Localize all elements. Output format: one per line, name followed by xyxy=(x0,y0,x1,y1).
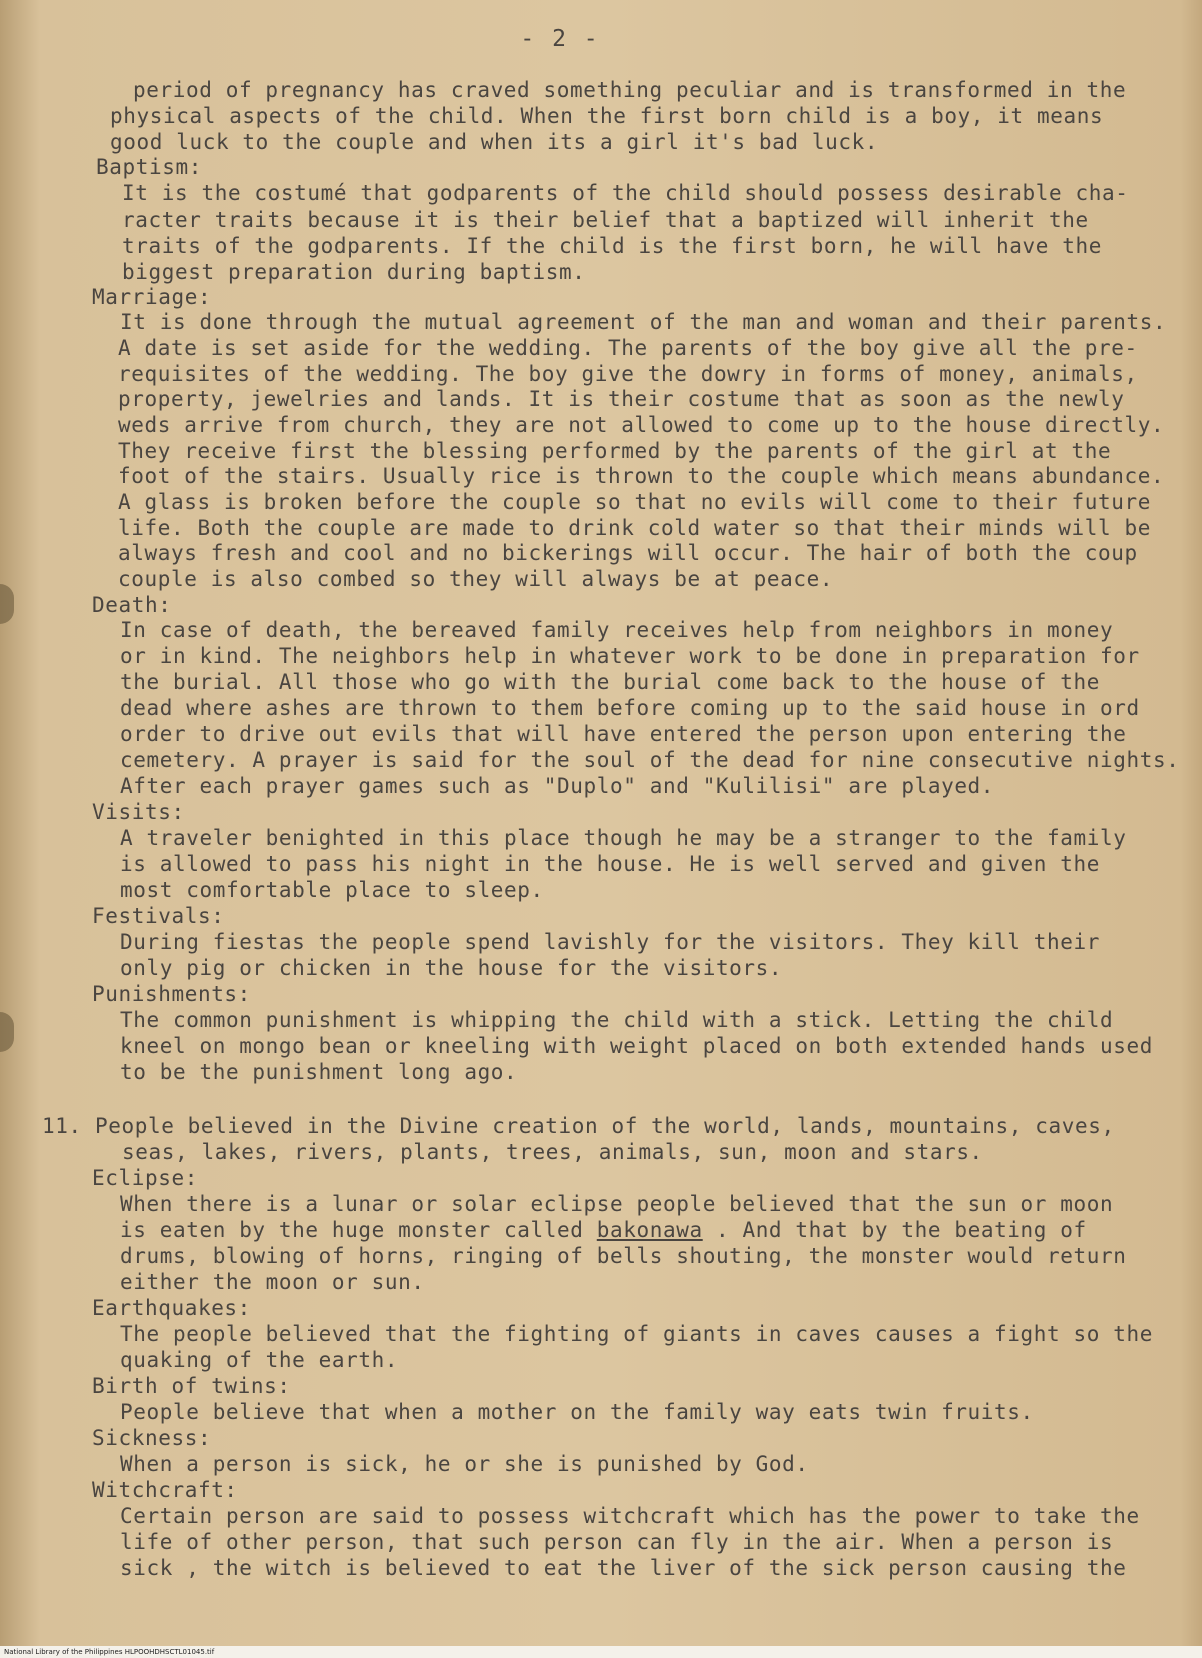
section-heading: Visits: xyxy=(92,800,185,824)
text-line: The common punishment is whipping the child with a stick. Letting the child xyxy=(120,1008,1114,1032)
text-line: drums, blowing of horns, ringing of bells shouting, the monster would return xyxy=(120,1244,1127,1268)
binding-hole xyxy=(0,584,14,624)
text-line: A date is set aside for the wedding. The parents of the boy give all the pre- xyxy=(118,336,1138,360)
binding-hole xyxy=(0,1012,14,1052)
text-line: period of pregnancy has craved something peculiar and is transformed in the xyxy=(133,78,1127,102)
section-heading: Death: xyxy=(92,593,172,617)
text-line: They receive first the blessing performed by the parents of the girl at the xyxy=(118,439,1112,463)
section-heading: Sickness: xyxy=(92,1426,212,1450)
text-line: After each prayer games such as "Duplo" and "Kulilisi" are played. xyxy=(120,774,995,798)
text-line: The people believed that the fighting of giants in caves causes a fight so the xyxy=(120,1322,1153,1346)
text-line: only pig or chicken in the house for the visitors. xyxy=(120,956,783,980)
section-heading: Festivals: xyxy=(92,904,225,928)
text-segment: . And that by the beating of xyxy=(702,1218,1087,1242)
scan-footer: National Library of the Philippines HLPOOHDHSCTL01045.tif xyxy=(0,1646,1202,1658)
text-line: A traveler benighted in this place though he may be a stranger to the family xyxy=(120,826,1127,850)
section-heading: Baptism: xyxy=(96,155,202,179)
text-line: life of other person, that such person can fly in the air. When a person is xyxy=(120,1530,1114,1554)
section-heading: Birth of twins: xyxy=(92,1374,291,1398)
text-line: good luck to the couple and when its a girl it's bad luck. xyxy=(110,130,879,154)
text-line: biggest preparation during baptism. xyxy=(122,260,586,284)
text-segment: is eaten by the huge monster called xyxy=(120,1218,597,1242)
text-line xyxy=(120,1218,1087,1242)
text-line: racter traits because it is their belief that a baptized will inherit the xyxy=(122,208,1089,232)
text-line: property, jewelries and lands. It is their costume that as soon as the newly xyxy=(118,387,1125,411)
text-line: order to drive out evils that will have entered the person upon entering the xyxy=(120,722,1127,746)
page-number: - 2 - xyxy=(520,26,600,52)
underlined-term: bakonawa xyxy=(596,1218,703,1242)
text-line: either the moon or sun. xyxy=(120,1270,425,1294)
section-heading: Punishments: xyxy=(92,982,251,1006)
text-line: foot of the stairs. Usually rice is thrown to the couple which means abundance. xyxy=(118,464,1165,488)
text-line: When there is a lunar or solar eclipse people believed that the sun or moon xyxy=(120,1192,1114,1216)
text-line: couple is also combed so they will always be at peace. xyxy=(118,567,834,591)
text-line: quaking of the earth. xyxy=(120,1348,399,1372)
text-line: seas, lakes, rivers, plants, trees, animals, sun, moon and stars. xyxy=(122,1140,983,1164)
text-line: sick , the witch is believed to eat the liver of the sick person causing the xyxy=(120,1556,1127,1580)
text-line: During fiestas the people spend lavishly for the visitors. They kill their xyxy=(120,930,1100,954)
text-line: traits of the godparents. If the child is the first born, he will have the xyxy=(122,234,1102,258)
text-line: always fresh and cool and no bickerings will occur. The hair of both the coup xyxy=(118,541,1138,565)
text-line: When a person is sick, he or she is punished by God. xyxy=(120,1452,809,1476)
text-line: It is the costumé that godparents of the child should possess desirable cha- xyxy=(122,181,1129,205)
section-heading: Witchcraft: xyxy=(92,1478,238,1502)
text-line: life. Both the couple are made to drink cold water so that their minds will be xyxy=(118,516,1151,540)
text-line: is allowed to pass his night in the house. He is well served and given the xyxy=(120,852,1100,876)
section-heading: Marriage: xyxy=(92,285,212,309)
text-line: the burial. All those who go with the burial come back to the house of the xyxy=(120,670,1100,694)
text-line: In case of death, the bereaved family receives help from neighbors in money xyxy=(120,618,1114,642)
numbered-item: 11. People believed in the Divine creation of the world, lands, mountains, caves, xyxy=(42,1114,1115,1138)
text-line: It is done through the mutual agreement of the man and woman and their parents. xyxy=(120,310,1167,334)
text-line: People believe that when a mother on the family way eats twin fruits. xyxy=(120,1400,1034,1424)
section-heading: Earthquakes: xyxy=(92,1296,251,1320)
text-line: physical aspects of the child. When the first born child is a boy, it means xyxy=(110,104,1104,128)
text-line: or in kind. The neighbors help in whatever work to be done in preparation for xyxy=(120,644,1140,668)
text-line: cemetery. A prayer is said for the soul of the dead for nine consecutive nights. xyxy=(120,748,1180,772)
text-line: requisites of the wedding. The boy give the dowry in forms of money, animals, xyxy=(118,362,1138,386)
text-line: Certain person are said to possess witchcraft which has the power to take the xyxy=(120,1504,1140,1528)
section-heading: Eclipse: xyxy=(92,1166,198,1190)
text-line: dead where ashes are thrown to them before coming up to the said house in ord xyxy=(120,696,1140,720)
text-line: most comfortable place to sleep. xyxy=(120,878,544,902)
text-line: kneel on mongo bean or kneeling with weight placed on both extended hands used xyxy=(120,1034,1153,1058)
text-line: weds arrive from church, they are not allowed to come up to the house directly. xyxy=(118,413,1165,437)
text-line: to be the punishment long ago. xyxy=(120,1060,518,1084)
text-line: A glass is broken before the couple so that no evils will come to their future xyxy=(118,490,1151,514)
